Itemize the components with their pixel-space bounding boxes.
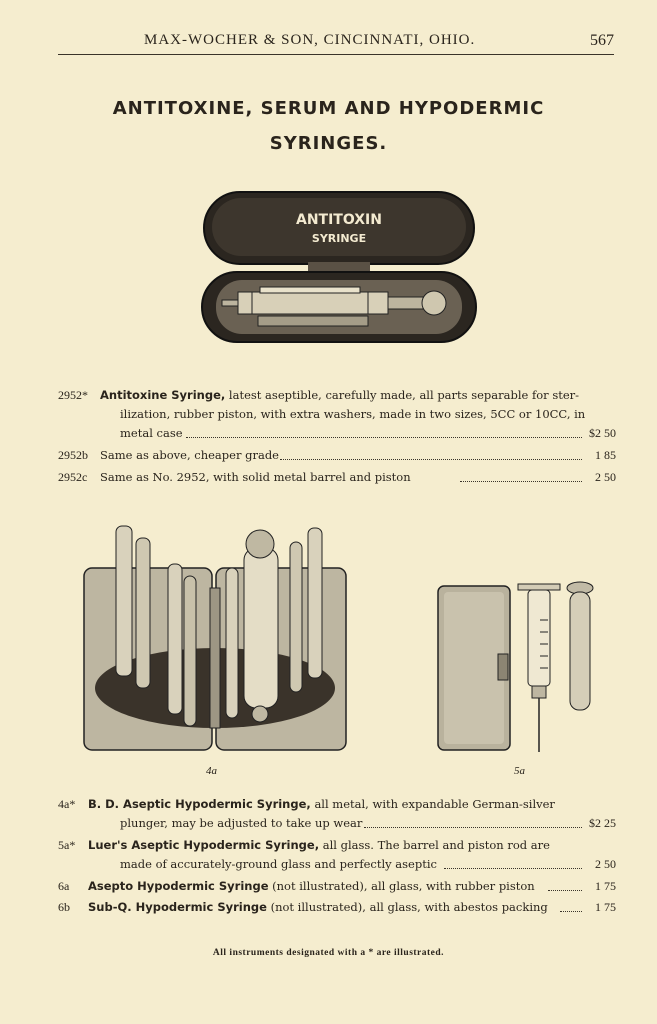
price: 2 50 — [595, 470, 616, 484]
description-line: all metal, with expandable German-silver — [314, 797, 555, 811]
item-number: 6a — [58, 879, 70, 893]
dot-leader — [280, 459, 582, 460]
description-line: made of accurately-ground glass and perfectly aseptic — [120, 857, 437, 871]
description-line: latest aseptible, carefully made, all parts separable for ster- — [228, 388, 580, 402]
description-line: Same as No. 2952, with solid metal barrel and piston — [100, 470, 411, 484]
dot-leader — [364, 827, 582, 828]
price: 1 75 — [595, 879, 616, 893]
item-number: 4a* — [58, 797, 76, 811]
item-number: 6b — [58, 900, 70, 914]
product-name: Antitoxine Syringe, — [100, 388, 226, 402]
figure-5a-caption: 5a — [514, 765, 525, 777]
product-name: B. D. Aseptic Hypodermic Syringe, — [88, 797, 311, 811]
product-name: Sub-Q. Hypodermic Syringe — [88, 900, 267, 914]
price: 1 85 — [595, 448, 616, 462]
description-line: all glass. The barrel and piston rod are — [322, 838, 550, 852]
case-lid-word-2: SYRINGE — [311, 232, 367, 245]
item-number: 5a* — [58, 838, 76, 852]
item-number: 2952b — [58, 448, 88, 462]
price: 2 50 — [595, 857, 616, 871]
antitoxin-case-illustration — [198, 188, 480, 346]
dot-leader — [460, 481, 582, 482]
description-line: metal case — [120, 426, 183, 440]
price: 1 75 — [595, 900, 616, 914]
price: $2 50 — [589, 426, 616, 440]
running-header — [58, 32, 614, 55]
description-line: (not illustrated), all glass, with abestos packing — [270, 900, 548, 914]
item-number: 2952c — [58, 470, 88, 484]
catalog-entry — [58, 898, 616, 917]
product-name: Asepto Hypodermic Syringe — [88, 879, 269, 893]
figure-5a-illustration — [434, 580, 596, 756]
description-line: plunger, may be adjusted to take up wear — [120, 816, 363, 830]
catalog-entry — [58, 836, 616, 874]
footnote: All instruments designated with a * are illustrated. — [212, 948, 445, 958]
catalog-entry — [58, 446, 616, 465]
dot-leader — [560, 911, 582, 912]
page-title-line-1: ANTITOXINE, SERUM AND HYPODERMIC — [112, 98, 545, 119]
description-line: (not illustrated), all glass, with rubber piston — [272, 879, 535, 893]
catalog-entry — [58, 877, 616, 896]
description-line: Same as above, cheaper grade — [100, 448, 279, 462]
item-number: 2952* — [58, 388, 88, 402]
price: $2 25 — [589, 816, 616, 830]
description-line: ilization, rubber piston, with extra washers, made in two sizes, 5CC or 10CC, in — [120, 407, 586, 421]
case-lid-word-1: ANTITOXIN — [296, 212, 382, 228]
catalog-entry — [58, 386, 616, 446]
catalog-entry — [58, 795, 616, 833]
dot-leader — [444, 868, 582, 869]
figure-4a-illustration — [80, 518, 350, 758]
running-title: MAX-WOCHER & SON, CINCINNATI, OHIO. — [144, 32, 476, 48]
dot-leader — [186, 437, 582, 438]
figure-4a-caption: 4a — [206, 765, 217, 777]
page-title-line-2: SYRINGES. — [269, 133, 388, 154]
product-name: Luer's Aseptic Hypodermic Syringe, — [88, 838, 320, 852]
catalog-entry — [58, 468, 616, 487]
page-number: 567 — [590, 32, 614, 49]
dot-leader — [548, 890, 582, 891]
